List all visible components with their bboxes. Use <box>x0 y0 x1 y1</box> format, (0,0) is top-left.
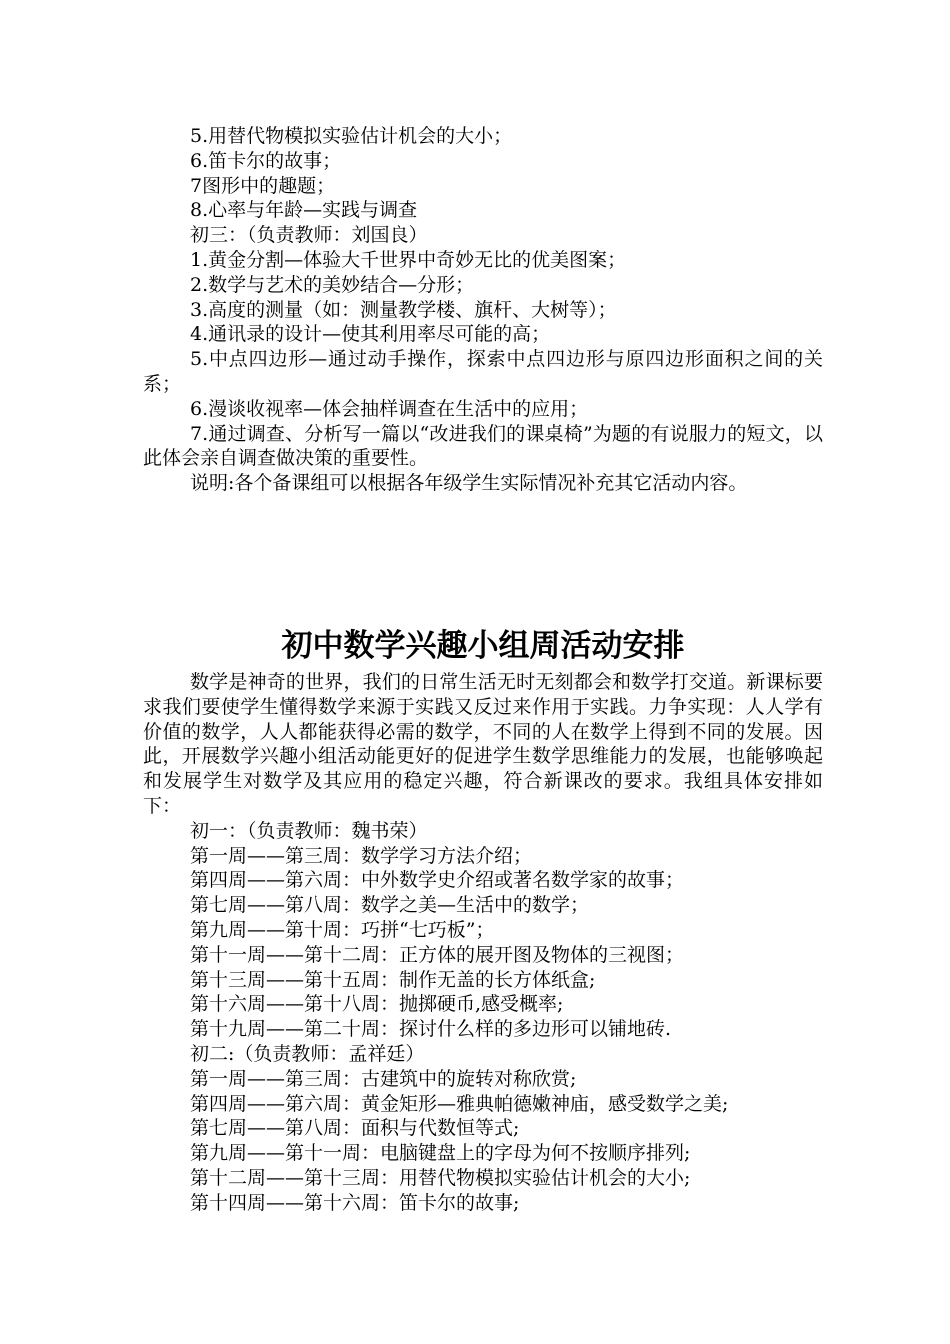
paragraph: 5.中点四边形—通过动手操作，探索中点四边形与原四边形面积之间的关系； <box>143 348 823 395</box>
document-title: 初中数学兴趣小组周活动安排 <box>281 628 685 664</box>
grade-heading: 初二:（负责教师：孟祥廷） <box>190 1042 425 1065</box>
section-continued <box>143 124 823 496</box>
paragraph: 1.黄金分割—体验大千世界中奇妙无比的优美图案； <box>190 248 627 271</box>
paragraph: 7图形中的趣题； <box>190 174 336 197</box>
paragraph: 5.用替代物模拟实验估计机会的大小； <box>190 125 513 147</box>
schedule-item: 第十四周——第十六周：笛卡尔的故事; <box>190 1191 520 1214</box>
paragraph: 2.数学与艺术的美妙结合—分形； <box>190 273 475 296</box>
schedule-item: 第十一周——第十二周：正方体的展开图及物体的三视图； <box>190 943 685 966</box>
schedule-item: 第十二周——第十三周：用替代物模拟实验估计机会的大小; <box>190 1166 691 1189</box>
schedule-item: 第七周——第八周：面积与代数恒等式; <box>190 1117 520 1140</box>
schedule-item: 第九周——第十周：巧拼“七巧板”； <box>190 918 495 941</box>
paragraph: 6.漫谈收视率—体会抽样调查在生活中的应用； <box>190 397 589 420</box>
section-schedule <box>143 670 823 1216</box>
schedule-item: 第十六周——第十八周：抛掷硬币,感受概率; <box>190 993 564 1016</box>
paragraph: 初三：（负责教师：刘国良） <box>190 224 428 247</box>
paragraph: 4.通讯录的设计—使其利用率尽可能的高； <box>190 323 551 346</box>
intro-paragraph: 数学是神奇的世界，我们的日常生活无时无刻都会和数学打交道。新课标要求我们要使学生懂得数学来源于实践又反过来作用于实践。力争实现：人人学有价值的数学，人人都能获得必需的数学，不同的人在数学上得到不同的发展。因此，开展数学兴趣小组活动能更好的促进学生数学思维能力的发展，也能够唤起和发展学生对数学及其应用的稳定兴趣，符合新课改的要求。我组具体安排如下： <box>143 671 823 817</box>
paragraph: 3.高度的测量（如：测量教学楼、旗杆、大树等）； <box>190 298 617 321</box>
paragraph: 8.心率与年龄—实践与调查 <box>190 199 418 222</box>
schedule-item: 第四周——第六周：黄金矩形—雅典帕德嫩神庙，感受数学之美; <box>190 1092 729 1115</box>
schedule-item: 第九周——第十一周：电脑键盘上的字母为何不按顺序排列; <box>190 1142 691 1165</box>
schedule-item: 第一周——第三周：古建筑中的旋转对称欣赏; <box>190 1067 577 1090</box>
schedule-item: 第一周——第三周：数学学习方法介绍； <box>190 844 533 867</box>
schedule-item: 第四周——第六周：中外数学史介绍或著名数学家的故事； <box>190 869 685 892</box>
schedule-item: 第七周——第八周：数学之美—生活中的数学； <box>190 894 590 917</box>
schedule-item: 第十三周——第十五周：制作无盖的长方体纸盒; <box>190 968 596 991</box>
grade-heading: 初一：（负责教师：魏书荣） <box>190 819 428 842</box>
paragraph: 6.笛卡尔的故事； <box>190 149 342 172</box>
schedule-item: 第十九周——第二十周：探讨什么样的多边形可以铺地砖. <box>190 1018 672 1041</box>
paragraph: 7.通过调查、分析写一篇以“改进我们的课桌椅”为题的有说服力的短文，以此体会亲自调查做决策的重要性。 <box>143 422 823 470</box>
paragraph: 说明:各个备课组可以根据各年级学生实际情况补充其它活动内容。 <box>190 472 748 495</box>
